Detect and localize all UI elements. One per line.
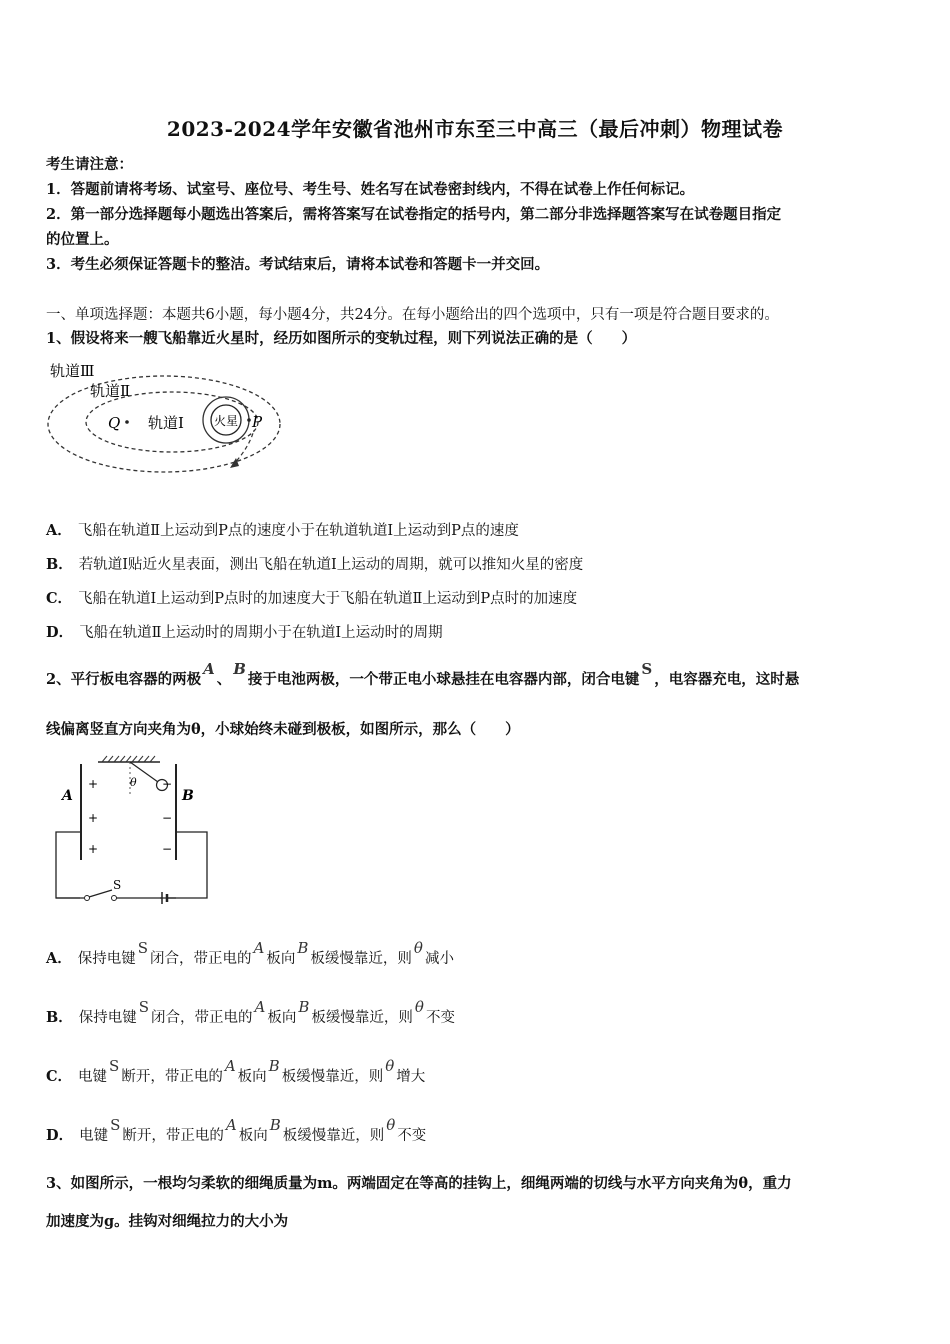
q1-option-a: A． 飞船在轨道Ⅱ上运动到P点的速度小于在轨道轨道Ⅰ上运动到P点的速度 (46, 522, 519, 539)
point-p-label: P (252, 413, 263, 431)
svg-text:+: + (88, 777, 99, 791)
q1-option-b: B． 若轨道I贴近火星表面，测出飞船在轨道I上运动的周期，就可以推知火星的密度 (46, 556, 584, 573)
page-title: 2023-2024学年安徽省池州市东至三中高三（最后冲刺）物理试卷 (166, 117, 784, 141)
orbit-diagram (44, 356, 284, 488)
notice-item-2: 2．第一部分选择题每小题选出答案后，需将答案写在试卷指定的括号内，第二部分非选择题答案写在试卷题目指定 (46, 206, 782, 223)
theta-label: θ (130, 776, 137, 789)
orbit-2-label: 轨道Ⅱ (90, 382, 131, 400)
capacitor-diagram (50, 752, 220, 908)
svg-text:+: + (88, 842, 99, 856)
q2-stem-line2: 线偏离竖直方向夹角为θ，小球始终未碰到极板，如图所示，那么（ ） (46, 721, 520, 738)
q2-option-a: A． 保持电键S闭合，带正电的A板向B板缓慢靠近，则θ减小 (46, 939, 454, 967)
section-heading: 一、单项选择题：本题共6小题，每小题4分，共24分。在每小题给出的四个选项中，只有一项是符合题目要求的。 (46, 307, 779, 323)
notice-item-3: 3．考生必须保证答题卡的整洁。考试结束后，请将本试卷和答题卡一并交回。 (46, 256, 550, 273)
q2-option-b: B． 保持电键S闭合，带正电的A板向B板缓慢靠近，则θ不变 (46, 998, 455, 1026)
svg-text:−: − (162, 777, 173, 791)
q1-option-c: C． 飞船在轨道I上运动到P点时的加速度大于飞船在轨道Ⅱ上运动到P点时的加速度 (46, 590, 578, 607)
q1-stem: 1、假设将来一艘飞船靠近火星时，经历如图所示的变轨过程，则下列说法正确的是（ ） (46, 330, 637, 347)
switch-label: S (113, 878, 122, 892)
q2-option-d: D． 电键S断开，带正电的A板向B板缓慢靠近，则θ不变 (46, 1116, 427, 1144)
orbit-1-label: 轨道Ⅰ (148, 414, 184, 432)
notice-item-1: 1．答题前请将考场、试室号、座位号、考生号、姓名写在试卷密封线内，不得在试卷上作任何标记。 (46, 181, 695, 198)
q2-stem-line1: 2、平行板电容器的两极A、B接于电池两极，一个带正电小球悬挂在电容器内部，闭合电键S，电容器充电，这时悬 (46, 660, 800, 688)
point-q-dot (125, 420, 129, 424)
svg-text:−: − (162, 811, 173, 825)
orbit-3-label: 轨道Ⅲ (50, 362, 95, 380)
mars-label: 火星 (214, 414, 239, 428)
q1-option-d: D． 飞船在轨道Ⅱ上运动时的周期小于在轨道I上运动时的周期 (46, 624, 443, 641)
notice-heading: 考生请注意： (46, 156, 133, 173)
point-p-dot (247, 418, 251, 422)
notice-item-2-cont: 的位置上。 (46, 231, 119, 248)
svg-text:−: − (162, 842, 173, 856)
point-q-label: Q (108, 414, 121, 432)
plate-a-label: A (62, 788, 73, 804)
q3-stem-line2: 加速度为g。挂钩对细绳拉力的大小为 (46, 1213, 289, 1230)
svg-text:+: + (88, 811, 99, 825)
q3-stem-line1: 3、如图所示，一根均匀柔软的细绳质量为m。两端固定在等高的挂钩上，细绳两端的切线与水平方向夹角为θ，重力 (46, 1175, 792, 1192)
plate-b-label: B (182, 788, 194, 804)
q2-option-c: C． 电键S断开，带正电的A板向B板缓慢靠近，则θ增大 (46, 1057, 426, 1085)
